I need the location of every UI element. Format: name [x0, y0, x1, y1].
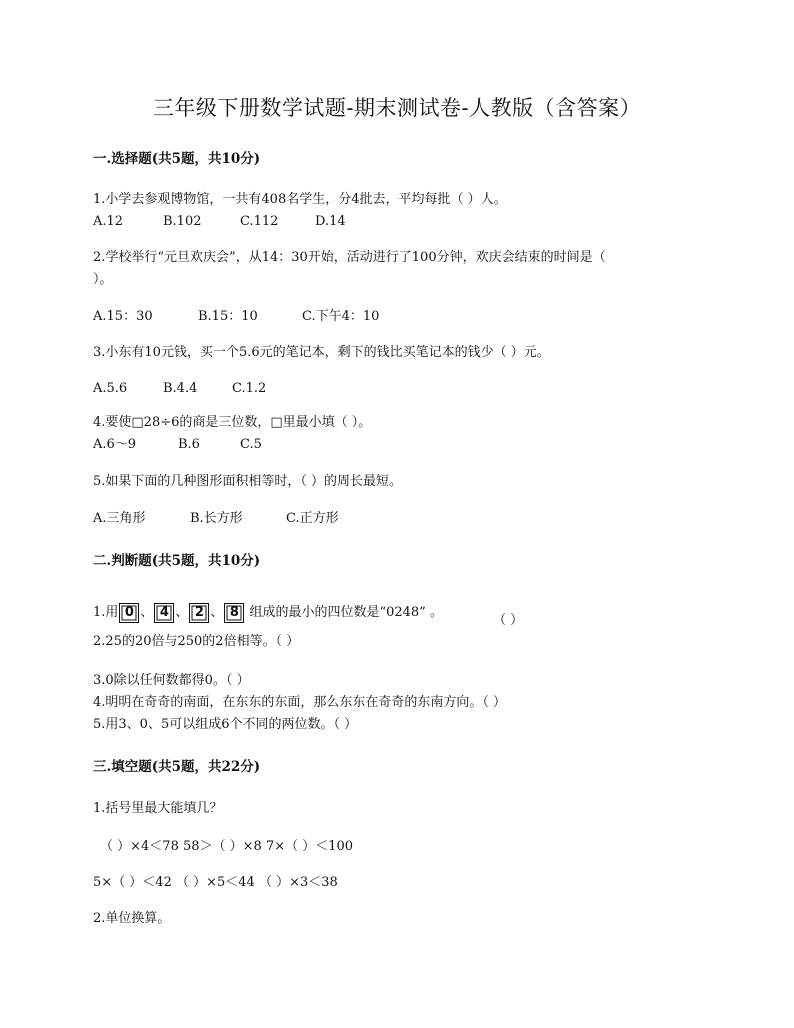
- separator: 、: [140, 605, 154, 620]
- q2-option-c: C.下午4：10: [302, 309, 380, 324]
- q2-option-b: B.15：10: [198, 309, 258, 324]
- judgement-1-suffix: 组成的最小的四位数是“0248” 。: [249, 605, 443, 620]
- q1-option-b: B.102: [163, 214, 202, 229]
- question-5-text: 5.如果下面的几种图形面积相等时，（ ）的周长最短。: [93, 474, 403, 489]
- q4-option-a: A.6～9: [93, 437, 137, 452]
- digit-card-0: 0: [119, 603, 139, 623]
- digit-card-4: 4: [154, 603, 174, 623]
- q5-option-a: A.三角形: [93, 511, 146, 526]
- page-title: 三年级下册数学试题-期末测试卷-人教版（含答案）: [152, 96, 642, 120]
- separator: 、: [175, 605, 189, 620]
- separator: 、: [210, 605, 224, 620]
- question-1-text: 1.小学去参观博物馆，一共有408名学生，分4批去，平均每批（ ）人。: [93, 192, 507, 207]
- q3-option-a: A.5.6: [93, 381, 128, 396]
- judgement-1-prefix: 1.用: [93, 605, 119, 620]
- q1-option-a: A.12: [93, 214, 124, 229]
- judgement-5: 5.用3、0、5可以组成6个不同的两位数。（ ）: [93, 717, 358, 732]
- judgement-3: 3.0除以任何数都得0。（ ）: [93, 673, 250, 688]
- q1-option-d: D.14: [315, 214, 346, 229]
- section-heading-choice: 一.选择题(共5题，共10分): [93, 151, 261, 167]
- q3-option-c: C.1.2: [232, 381, 267, 396]
- digit-card-8: 8: [224, 603, 244, 623]
- q5-option-c: C.正方形: [286, 511, 339, 526]
- fill-1-text: 1.括号里最大能填几？: [93, 801, 223, 816]
- q5-option-b: B.长方形: [190, 511, 243, 526]
- q3-option-b: B.4.4: [163, 381, 198, 396]
- question-2-text-line2: ）。: [93, 272, 113, 287]
- section-heading-judgement: 二.判断题(共5题，共10分): [93, 553, 261, 569]
- q2-option-a: A.15：30: [93, 309, 153, 324]
- digit-card-2: 2: [189, 603, 209, 623]
- fill-1-row-1: （ ）×4＜78 58＞（ ）×8 7×（ ）＜100: [100, 839, 354, 854]
- judgement-1-answer-paren: （ ）: [493, 613, 524, 628]
- q1-option-c: C.112: [240, 214, 279, 229]
- fill-2-text: 2.单位换算。: [93, 911, 171, 926]
- judgement-2: 2.25的20倍与250的2倍相等。（ ）: [93, 634, 300, 649]
- judgement-4: 4.明明在奇奇的南面，在东东的东面，那么东东在奇奇的东南方向。（ ）: [93, 695, 507, 710]
- q4-option-b: B.6: [178, 437, 200, 452]
- question-3-text: 3.小东有10元钱，买一个5.6元的笔记本，剩下的钱比买笔记本的钱少（ ）元。: [93, 345, 550, 360]
- question-2-text-line1: 2.学校举行“元旦欢庆会”，从14：30开始，活动进行了100分钟，欢庆会结束的时间是（: [93, 250, 606, 265]
- question-4-text: 4.要使□28÷6的商是三位数，□里最小填（ ）。: [93, 415, 372, 430]
- fill-1-row-2: 5×（ ）＜42 （ ）×5＜44 （ ）×3＜38: [93, 875, 338, 890]
- section-heading-fill: 三.填空题(共5题，共22分): [93, 759, 261, 775]
- q4-option-c: C.5: [240, 437, 262, 452]
- judgement-1: [93, 603, 443, 623]
